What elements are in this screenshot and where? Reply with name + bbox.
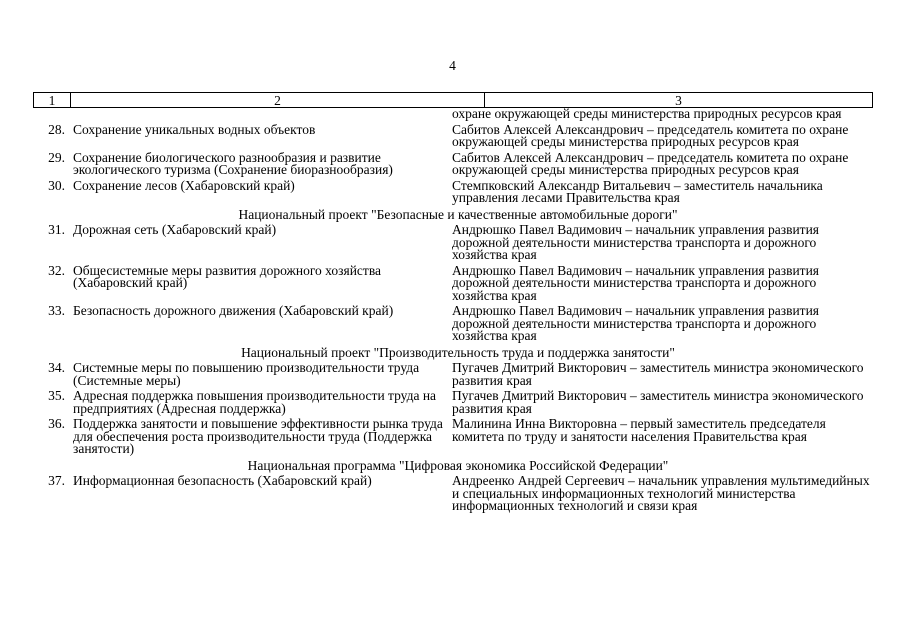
row-number: 37. <box>48 473 65 488</box>
row-number: 32. <box>48 262 65 278</box>
responsible-person: Стемпковский Александр Витальевич – заместитель начальника управления лесами Правительства края <box>452 177 823 205</box>
responsible-person: Пугачев Дмитрий Викторович – заместитель министра экономического развития края <box>452 360 864 388</box>
row-number: 31. <box>48 222 65 237</box>
responsible-person: Андрюшко Павел Вадимович – начальник управления развития дорожной деятельности министерства транспорта и дорожного хозяйства края <box>452 303 820 343</box>
header-col-1: 1 <box>34 93 71 107</box>
table-row <box>33 390 873 415</box>
responsible-person: Андрюшко Павел Вадимович – начальник управления развития дорожной деятельности министерства транспорта и дорожного хозяйства края <box>452 262 820 303</box>
project-name: Сохранение лесов (Хабаровский край) <box>73 177 295 193</box>
project-name: Адресная поддержка повышения производительности труда на предприятиях (Адресная поддержка) <box>73 388 437 416</box>
row-number: 35. <box>48 388 65 403</box>
table-row <box>33 149 873 177</box>
responsible-person: Андрюшко Павел Вадимович – начальник управления развития дорожной деятельности министерства транспорта и дорожного хозяйства края <box>452 222 820 262</box>
project-name: Общесистемные меры развития дорожного хозяйства (Хабаровский край) <box>73 262 382 290</box>
project-name: Информационная безопасность (Хабаровский край) <box>73 473 372 488</box>
section-heading: Национальный проект "Безопасные и качественные автомобильные дороги" <box>238 206 678 222</box>
table-row <box>33 305 873 343</box>
responsible-person: Сабитов Алексей Александрович – председатель комитета по охране окружающей среды министерства природных ресурсов края <box>452 121 849 149</box>
project-name: Поддержка занятости и повышение эффективности рынка труда для обеспечения роста производительности труда (Поддержка занятости) <box>73 416 443 456</box>
continuation-text: охране окружающей среды министерства природных ресурсов края <box>452 106 842 121</box>
table-row <box>33 224 873 262</box>
project-name: Системные меры по повышению производительности труда (Системные меры) <box>73 360 420 388</box>
project-name: Дорожная сеть (Хабаровский край) <box>73 222 277 237</box>
row-number: 29. <box>48 149 65 165</box>
row-number: 28. <box>48 121 65 137</box>
header-col-2: 2 <box>71 93 485 107</box>
row-number: 33. <box>48 303 65 318</box>
project-name: Сохранение уникальных водных объектов <box>73 121 316 137</box>
header-col-3: 3 <box>675 93 682 108</box>
table-row <box>33 262 873 303</box>
section-heading: Национальная программа "Цифровая экономика Российской Федерации" <box>247 457 669 473</box>
page-number: 4 <box>449 58 456 73</box>
table-row <box>33 177 873 205</box>
row-number: 34. <box>48 360 65 375</box>
row-number: 36. <box>48 416 65 431</box>
row-number: 30. <box>48 177 65 193</box>
project-name: Безопасность дорожного движения (Хабаровский край) <box>73 303 394 318</box>
responsible-person: Сабитов Алексей Александрович – председатель комитета по охране окружающей среды министерства природных ресурсов края <box>452 149 849 177</box>
table-row <box>33 362 873 387</box>
responsibility-table <box>33 92 873 513</box>
responsible-person: Малинина Инна Викторовна – первый заместитель председателя комитета по труду и занятости населения Правительства края <box>452 416 826 444</box>
table-row <box>33 418 873 456</box>
project-name: Сохранение биологического разнообразия и развитие экологического туризма (Сохранение биоразнообразия) <box>73 149 393 177</box>
responsible-person: Андреенко Андрей Сергеевич – начальник управления мультимедийных и специальных информационных технологий министерства информационных технологий и связи края <box>452 473 870 513</box>
table-row <box>33 475 873 513</box>
table-body <box>33 121 873 513</box>
table-row <box>33 121 873 149</box>
section-heading: Национальный проект "Производительность труда и поддержка занятости" <box>241 344 675 360</box>
responsible-person: Пугачев Дмитрий Викторович – заместитель министра экономического развития края <box>452 388 864 416</box>
